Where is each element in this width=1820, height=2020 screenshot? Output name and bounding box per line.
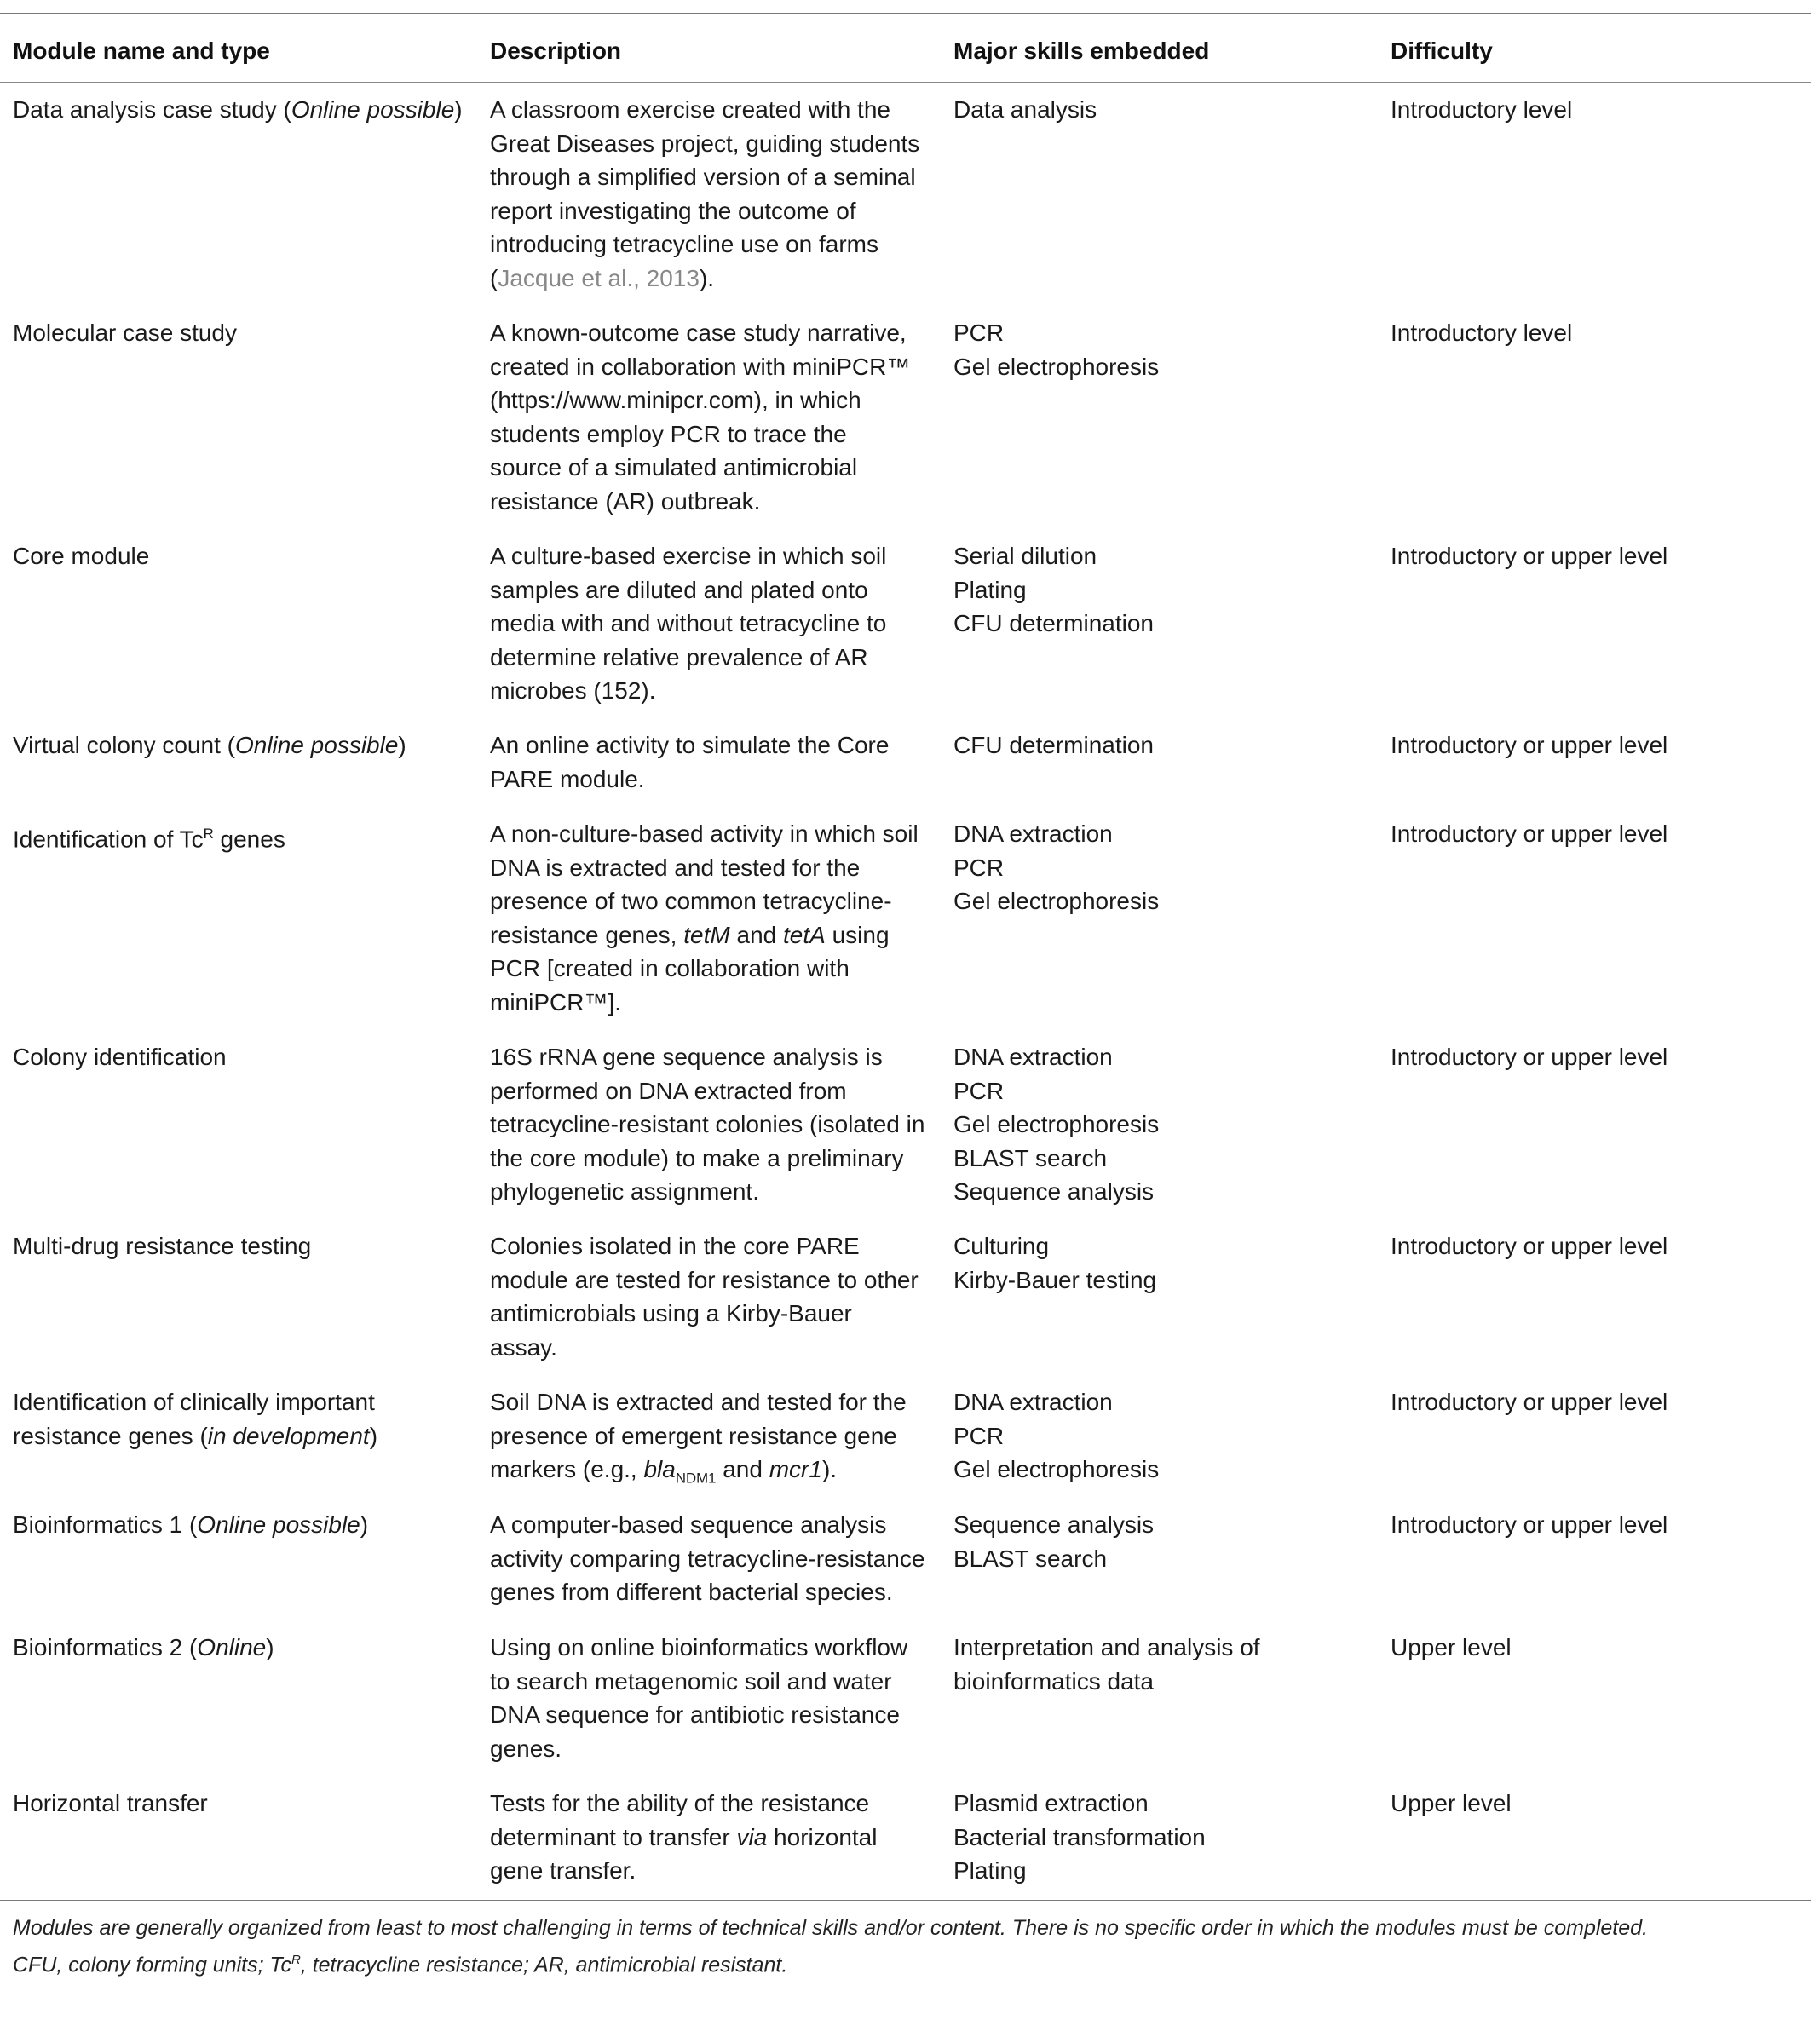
description-line: genes from different bacterial species. bbox=[490, 1579, 893, 1605]
description-fragment: and bbox=[716, 1456, 769, 1482]
description-line: activity comparing tetracycline-resistance bbox=[490, 1545, 925, 1572]
description-line: presence of two common tetracycline- bbox=[490, 888, 892, 914]
module-tag: in development bbox=[207, 1422, 370, 1449]
module-name: Data analysis case study ( bbox=[13, 96, 291, 123]
skill-item: Data analysis bbox=[953, 96, 1097, 123]
module-cell bbox=[0, 529, 477, 722]
description-line: DNA sequence for antibiotic resistance bbox=[490, 1701, 900, 1728]
module-tail: ) bbox=[360, 1511, 369, 1538]
skill-item: CFU determination bbox=[953, 610, 1154, 636]
module-name: Virtual colony count ( bbox=[13, 732, 235, 758]
skill-item: Gel electrophoresis bbox=[953, 888, 1160, 914]
skill-item: PCR bbox=[953, 1077, 1005, 1104]
description-line: report investigating the outcome of bbox=[490, 197, 856, 224]
description-fragment: resistance genes, bbox=[490, 921, 684, 948]
module-tail: ) bbox=[369, 1422, 378, 1449]
description-line: (https://www.minipcr.com), in which bbox=[490, 387, 861, 413]
description-cell bbox=[477, 1620, 941, 1779]
module-name: Bioinformatics 1 ( bbox=[13, 1511, 198, 1538]
difficulty-cell: Introductory or upper level bbox=[1391, 543, 1668, 569]
module-cell bbox=[0, 306, 477, 532]
skill-item: BLAST search bbox=[953, 1144, 1108, 1171]
description-cell bbox=[477, 306, 941, 532]
description-line: to search metagenomic soil and water bbox=[490, 1667, 892, 1695]
skill-item: PCR bbox=[953, 1422, 1005, 1449]
description-line: module are tested for resistance to other bbox=[490, 1266, 919, 1293]
description-line: created in collaboration with miniPCR™ bbox=[490, 353, 911, 380]
skills-cell bbox=[941, 807, 1378, 1033]
header-module: Module name and type bbox=[13, 37, 270, 64]
skill-item: DNA extraction bbox=[953, 820, 1113, 847]
header-skills: Major skills embedded bbox=[953, 37, 1210, 64]
module-cell bbox=[0, 1375, 477, 1509]
module-cell bbox=[0, 718, 477, 809]
description-line: source of a simulated antimicrobial bbox=[490, 454, 858, 481]
module-tail: ) bbox=[266, 1634, 274, 1660]
description-line: Great Diseases project, guiding students bbox=[490, 129, 920, 157]
description-cell bbox=[477, 1776, 941, 1902]
skills-cell bbox=[941, 1030, 1378, 1223]
description-fragment: and bbox=[729, 921, 783, 948]
description-line: A classroom exercise created with the bbox=[490, 96, 890, 123]
description-cell bbox=[477, 529, 941, 722]
module-cell bbox=[0, 1219, 477, 1378]
skill-item: bioinformatics data bbox=[953, 1667, 1155, 1695]
module-tag: Online possible bbox=[234, 732, 399, 758]
description-line: An online activity to simulate the Core bbox=[490, 732, 890, 758]
description-line: through a simplified version of a seminal bbox=[490, 164, 916, 190]
description-fragment: ). bbox=[821, 1456, 838, 1482]
table-header bbox=[0, 14, 1811, 82]
difficulty-cell: Introductory or upper level bbox=[1391, 820, 1668, 847]
gene-name: tetA bbox=[783, 921, 826, 948]
description-line: DNA is extracted and tested for the bbox=[490, 854, 861, 881]
superscript: R bbox=[203, 826, 214, 842]
description-line: students employ PCR to trace the bbox=[490, 420, 847, 447]
module-cell bbox=[0, 1620, 477, 1779]
module-tail: ) bbox=[398, 732, 406, 758]
skill-item: Plating bbox=[953, 1857, 1027, 1884]
difficulty-cell: Introductory or upper level bbox=[1391, 1044, 1668, 1070]
skill-item: BLAST search bbox=[953, 1545, 1108, 1572]
description-line: antimicrobials using a Kirby-Bauer bbox=[490, 1300, 852, 1327]
skill-item: Plating bbox=[953, 576, 1027, 603]
difficulty-cell: Upper level bbox=[1391, 1634, 1512, 1660]
skills-cell bbox=[941, 1375, 1378, 1509]
description-line: Colonies isolated in the core PARE bbox=[490, 1233, 860, 1259]
table-row bbox=[0, 1375, 1811, 1498]
citation-link[interactable]: Jacque et al., 2013 bbox=[498, 264, 700, 291]
description-fragment: determinant to transfer bbox=[490, 1823, 737, 1850]
description-line: PARE module. bbox=[490, 765, 645, 792]
description-line: resistance (AR) outbreak. bbox=[490, 487, 761, 515]
module-tag: Online bbox=[197, 1634, 267, 1660]
table-row bbox=[0, 1219, 1811, 1375]
description-line: A non-culture-based activity in which soil bbox=[490, 820, 919, 847]
description-cell bbox=[477, 83, 941, 308]
gene-name: tetM bbox=[683, 921, 730, 948]
module-tail: genes bbox=[213, 826, 285, 853]
ref-close: ). bbox=[699, 264, 715, 291]
description-cell bbox=[477, 718, 941, 809]
table-row bbox=[0, 1776, 1811, 1900]
footnote-fragment: , tetracycline resistance; AR, antimicrobial resistant. bbox=[300, 1953, 788, 1977]
skills-cell bbox=[941, 529, 1378, 722]
table-row bbox=[0, 1030, 1811, 1219]
module-name: Horizontal transfer bbox=[13, 1790, 208, 1816]
skill-item: Gel electrophoresis bbox=[953, 353, 1160, 380]
description-line: Soil DNA is extracted and tested for the bbox=[490, 1389, 907, 1415]
gene-name: bla bbox=[643, 1456, 676, 1482]
footnote-line: Modules are generally organized from least to most challenging in terms of technical skills and/or content. There is no specific order in which the modules must be completed. bbox=[13, 1916, 1649, 1940]
skill-item: Sequence analysis bbox=[953, 1511, 1155, 1538]
description-fragment: using bbox=[825, 921, 890, 948]
module-tag: Online possible bbox=[197, 1511, 360, 1538]
module-cell bbox=[0, 1498, 477, 1623]
description-line: media with and without tetracycline to bbox=[490, 610, 887, 636]
module-name: Multi-drug resistance testing bbox=[13, 1233, 312, 1259]
skills-cell bbox=[941, 1620, 1378, 1779]
module-name: Colony identification bbox=[13, 1044, 227, 1070]
description-line: introducing tetracycline use on farms bbox=[490, 231, 878, 257]
module-name: resistance genes ( bbox=[13, 1422, 208, 1449]
module-name: Identification of clinically important bbox=[13, 1389, 375, 1415]
skill-item: DNA extraction bbox=[953, 1044, 1113, 1070]
footnote-fragment: CFU, colony forming units; Tc bbox=[13, 1953, 291, 1977]
description-line: determine relative prevalence of AR bbox=[490, 643, 868, 670]
table-row bbox=[0, 807, 1811, 1030]
skill-item: Bacterial transformation bbox=[953, 1823, 1206, 1850]
table-row bbox=[0, 529, 1811, 718]
skill-item: Serial dilution bbox=[953, 543, 1097, 569]
description-line: samples are diluted and plated onto bbox=[490, 576, 868, 603]
description-line: Tests for the ability of the resistance bbox=[490, 1790, 870, 1816]
description-line: genes. bbox=[490, 1735, 562, 1762]
skills-cell bbox=[941, 1776, 1378, 1902]
difficulty-cell: Introductory level bbox=[1391, 319, 1573, 346]
description-cell bbox=[477, 1498, 941, 1623]
description-line: gene transfer. bbox=[490, 1857, 636, 1884]
skills-cell bbox=[941, 718, 1378, 809]
difficulty-cell: Introductory or upper level bbox=[1391, 1389, 1668, 1415]
skill-item: Sequence analysis bbox=[953, 1178, 1155, 1205]
skills-cell bbox=[941, 306, 1378, 532]
description-line: PCR [created in collaboration with bbox=[490, 955, 850, 981]
skill-item: PCR bbox=[953, 854, 1005, 881]
description-line: assay. bbox=[490, 1333, 557, 1361]
table-row bbox=[0, 83, 1811, 306]
module-name: Core module bbox=[13, 543, 150, 569]
module-name: Molecular case study bbox=[13, 319, 238, 346]
table-row bbox=[0, 718, 1811, 807]
description-cell bbox=[477, 1030, 941, 1223]
module-cell bbox=[0, 807, 477, 1033]
difficulty-cell: Introductory or upper level bbox=[1391, 732, 1668, 758]
module-name: Bioinformatics 2 ( bbox=[13, 1634, 198, 1660]
description-line: Using on online bioinformatics workflow bbox=[490, 1634, 908, 1660]
header-difficulty: Difficulty bbox=[1391, 37, 1493, 64]
module-cell bbox=[0, 83, 477, 308]
italic-word: via bbox=[736, 1823, 768, 1850]
module-tag: Online possible bbox=[291, 96, 455, 123]
table-row bbox=[0, 306, 1811, 529]
skills-cell bbox=[941, 83, 1378, 308]
skill-item: Gel electrophoresis bbox=[953, 1111, 1160, 1137]
description-cell bbox=[477, 1219, 941, 1378]
difficulty-cell: Introductory or upper level bbox=[1391, 1233, 1668, 1259]
difficulty-cell: Introductory level bbox=[1391, 96, 1573, 123]
description-cell bbox=[477, 807, 941, 1033]
gene-name: mcr1 bbox=[769, 1456, 822, 1482]
description-line: presence of emergent resistance gene bbox=[490, 1422, 897, 1449]
description-line: the core module) to make a preliminary bbox=[490, 1144, 904, 1171]
subscript: NDM1 bbox=[675, 1470, 717, 1487]
description-line: microbes (152). bbox=[490, 677, 656, 704]
description-line: A known-outcome case study narrative, bbox=[490, 319, 907, 346]
module-tail: ) bbox=[454, 96, 463, 123]
header-description: Description bbox=[490, 37, 622, 64]
description-line: 16S rRNA gene sequence analysis is bbox=[490, 1044, 883, 1070]
skill-item: Interpretation and analysis of bbox=[953, 1634, 1260, 1660]
description-fragment: markers (e.g., bbox=[490, 1456, 644, 1482]
skills-cell bbox=[941, 1498, 1378, 1623]
skill-item: Kirby-Bauer testing bbox=[953, 1266, 1157, 1293]
data-table bbox=[0, 13, 1811, 1981]
skill-item: Culturing bbox=[953, 1233, 1050, 1259]
ref-open: ( bbox=[490, 264, 498, 291]
skill-item: CFU determination bbox=[953, 732, 1154, 758]
skill-item: Gel electrophoresis bbox=[953, 1456, 1160, 1482]
description-line: performed on DNA extracted from bbox=[490, 1077, 847, 1104]
superscript: R bbox=[291, 1953, 301, 1967]
description-line: miniPCR™]. bbox=[490, 988, 622, 1016]
difficulty-cell: Introductory or upper level bbox=[1391, 1511, 1668, 1538]
module-name: Identification of Tc bbox=[13, 826, 204, 853]
skill-item: PCR bbox=[953, 319, 1005, 346]
skill-item: Plasmid extraction bbox=[953, 1790, 1149, 1816]
skills-cell bbox=[941, 1219, 1378, 1378]
module-cell bbox=[0, 1030, 477, 1223]
description-line: A computer-based sequence analysis bbox=[490, 1511, 887, 1538]
table-row bbox=[0, 1498, 1811, 1620]
table-footnote bbox=[0, 1901, 1811, 1981]
description-line: A culture-based exercise in which soil bbox=[490, 543, 887, 569]
description-line: tetracycline-resistant colonies (isolated in bbox=[490, 1111, 925, 1137]
description-cell bbox=[477, 1375, 941, 1509]
table-row bbox=[0, 1620, 1811, 1776]
description-fragment: horizontal bbox=[767, 1823, 878, 1850]
description-line: phylogenetic assignment. bbox=[490, 1178, 759, 1205]
module-cell bbox=[0, 1776, 477, 1902]
difficulty-cell: Upper level bbox=[1391, 1790, 1512, 1816]
skill-item: DNA extraction bbox=[953, 1389, 1113, 1415]
